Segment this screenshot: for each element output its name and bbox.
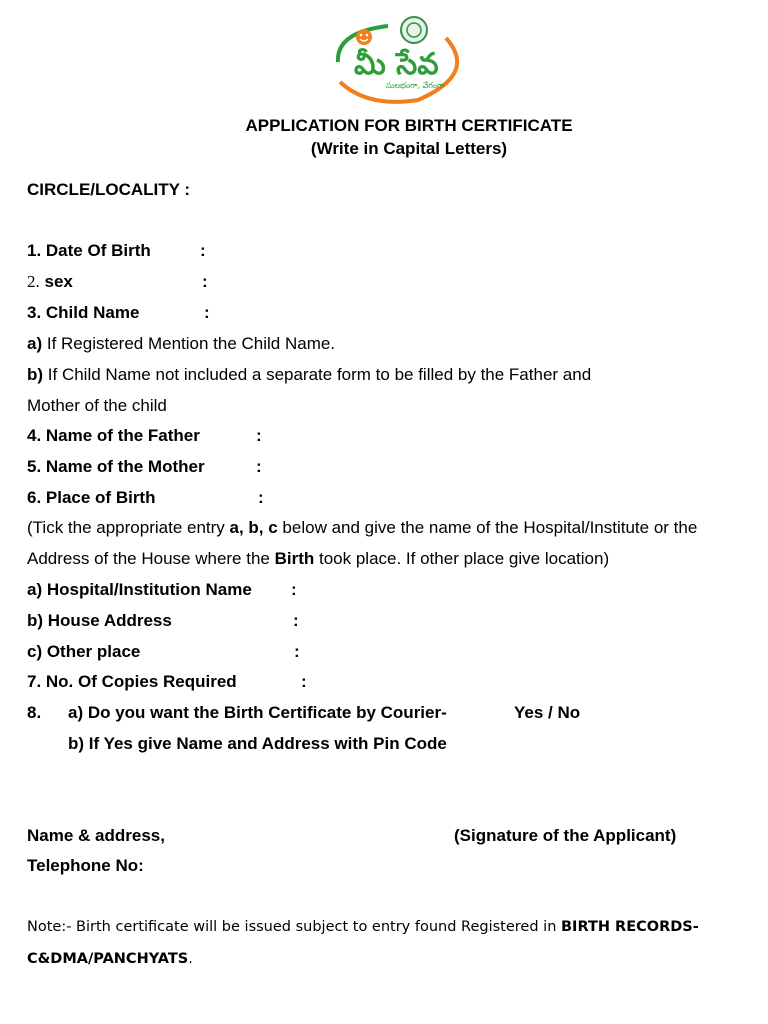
option-a-text: If Registered Mention the Child Name. <box>46 334 336 353</box>
circle-locality-label: CIRCLE/LOCALITY : <box>27 180 191 199</box>
house-address-label: b) House Address <box>27 611 172 630</box>
logo-script-text: మీ సేవ <box>354 47 439 82</box>
page-title: APPLICATION FOR BIRTH CERTIFICATE <box>245 116 573 135</box>
sex-number: 2. <box>27 272 40 291</box>
hospital-label: a) Hospital/Institution Name <box>27 580 252 599</box>
logo-tagline: సులభంగా, వేగంగా <box>386 81 445 90</box>
child-name-option-a <box>27 334 335 354</box>
child-name-option-b-cont: Mother of the child <box>27 396 167 415</box>
tick2-text-2: took place. If other place give location) <box>314 549 610 568</box>
note-bold-2: C&DMA/PANCHYATS <box>27 951 189 967</box>
option-a-prefix: a) <box>27 334 43 353</box>
place-colon: : <box>258 488 264 507</box>
other-colon: : <box>294 642 300 661</box>
courier-question-a: a) Do you want the Birth Certificate by Courier- <box>68 703 447 722</box>
sex-label: sex <box>44 272 73 291</box>
tick-instruction-line2 <box>27 549 609 569</box>
tick-text-2: below and give the name of the Hospital/Institute or the <box>277 518 698 537</box>
note-text: Note:- Birth certificate will be issued subject to entry found Registered in <box>27 919 561 935</box>
note-line1 <box>27 919 699 935</box>
house-colon: : <box>293 611 299 630</box>
mee-seva-logo <box>328 12 472 104</box>
child-name-option-b <box>27 365 591 385</box>
telephone-label: Telephone No: <box>27 856 144 875</box>
page-subtitle: (Write in Capital Letters) <box>310 139 508 158</box>
father-colon: : <box>256 426 262 445</box>
note-line2 <box>27 951 193 967</box>
hospital-colon: : <box>291 580 297 599</box>
courier-number: 8. <box>27 703 42 722</box>
note-end: . <box>188 951 193 967</box>
father-name-label: 4. Name of the Father <box>27 426 200 445</box>
dob-colon: : <box>200 241 206 260</box>
child-name-label: 3. Child Name <box>27 303 140 322</box>
courier-yes-no: Yes / No <box>514 703 581 722</box>
tick2-birth: Birth <box>274 549 315 568</box>
tick-abc: a, b, c <box>229 518 278 537</box>
option-b-prefix: b) <box>27 365 44 384</box>
copies-colon: : <box>301 672 307 691</box>
tick-instruction-line1 <box>27 518 697 538</box>
note-bold-1: BIRTH RECORDS- <box>561 919 699 935</box>
option-b-text: If Child Name not included a separate form to be filled by the Father and <box>47 365 592 384</box>
sex-colon: : <box>202 272 208 291</box>
child-name-colon: : <box>204 303 210 322</box>
name-address-label: Name & address, <box>27 826 165 845</box>
tick2-text-1: Address of the House where the <box>27 549 275 568</box>
copies-label: 7. No. Of Copies Required <box>27 672 237 691</box>
signature-label: (Signature of the Applicant) <box>454 826 677 845</box>
tick-text-1: (Tick the appropriate entry <box>27 518 230 537</box>
mother-colon: : <box>256 457 262 476</box>
dob-label: 1. Date Of Birth <box>27 241 151 260</box>
mother-name-label: 5. Name of the Mother <box>27 457 205 476</box>
place-of-birth-label: 6. Place of Birth <box>27 488 156 507</box>
sex-label-row <box>27 272 73 292</box>
other-place-label: c) Other place <box>27 642 141 661</box>
courier-question-b: b) If Yes give Name and Address with Pin Code <box>68 734 447 753</box>
